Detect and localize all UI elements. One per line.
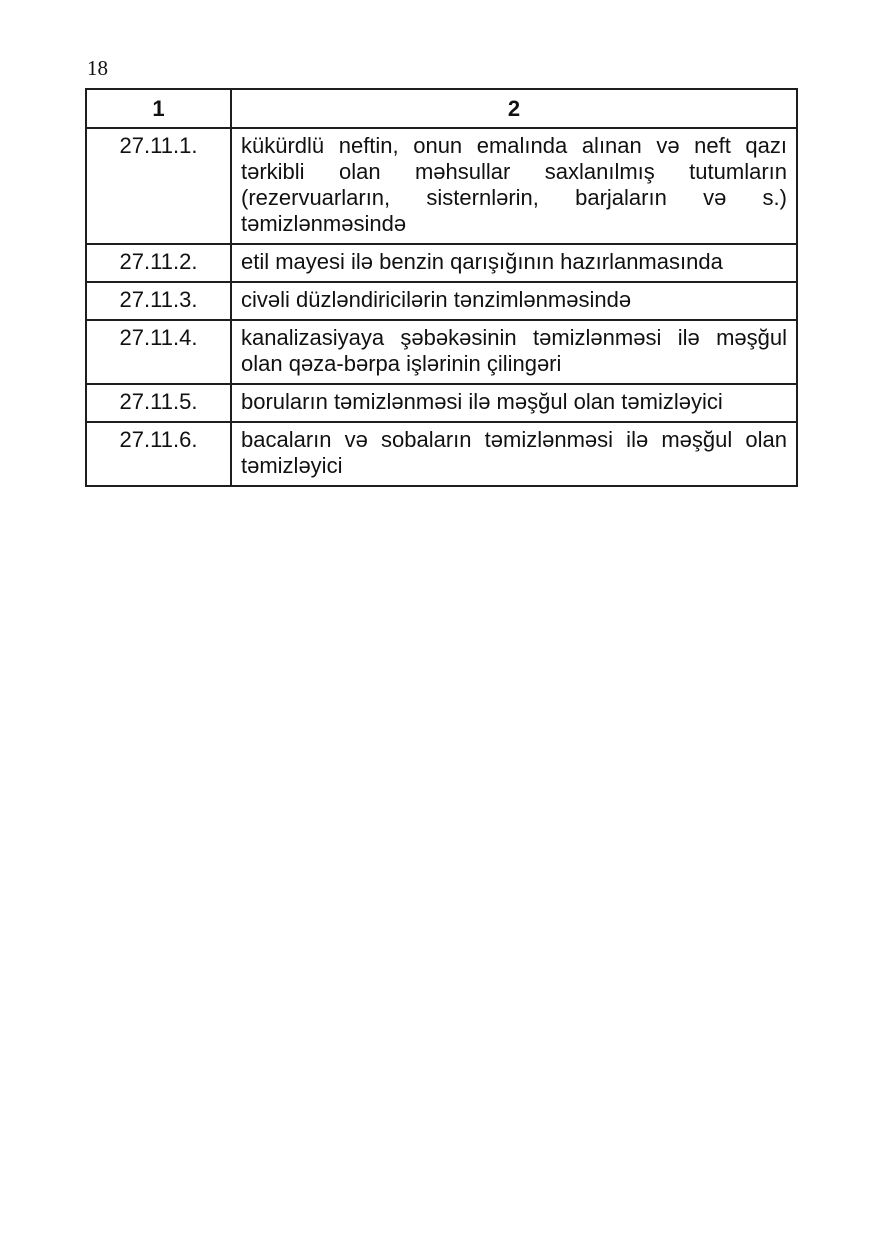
table-row (86, 384, 797, 422)
row-code: 27.11.2. (86, 244, 231, 282)
row-description: kanalizasiyaya şəbəkəsinin təmizlənməsi ilə məşğul olan qəza-bərpa işlərinin çilingəri (231, 320, 797, 384)
row-description: etil mayesi ilə benzin qarışığının hazırlanmasında (231, 244, 797, 282)
table-header (86, 89, 797, 128)
table-header-row (86, 89, 797, 128)
row-description: bacaların və sobaların təmizlənməsi ilə məşğul olan təmizləyici (231, 422, 797, 486)
row-code: 27.11.6. (86, 422, 231, 486)
table-body (86, 128, 797, 486)
row-code: 27.11.4. (86, 320, 231, 384)
table-row (86, 320, 797, 384)
occupations-table (85, 88, 798, 487)
row-code: 27.11.1. (86, 128, 231, 244)
table-row (86, 422, 797, 486)
table-row (86, 128, 797, 244)
table-row (86, 244, 797, 282)
row-description: boruların təmizlənməsi ilə məşğul olan təmizləyici (231, 384, 797, 422)
page-number: 18 (87, 56, 108, 80)
column-header-2: 2 (231, 89, 797, 128)
row-description: civəli düzləndiricilərin tənzimlənməsində (231, 282, 797, 320)
row-description: kükürdlü neftin, onun emalında alınan və neft qazı tərkibli olan məhsullar saxlanılmış tutumların (rezervuarların, sisternlərin, barjaların və s.) təmizlənməsində (231, 128, 797, 244)
row-code: 27.11.3. (86, 282, 231, 320)
column-header-1: 1 (86, 89, 231, 128)
table-row (86, 282, 797, 320)
row-code: 27.11.5. (86, 384, 231, 422)
